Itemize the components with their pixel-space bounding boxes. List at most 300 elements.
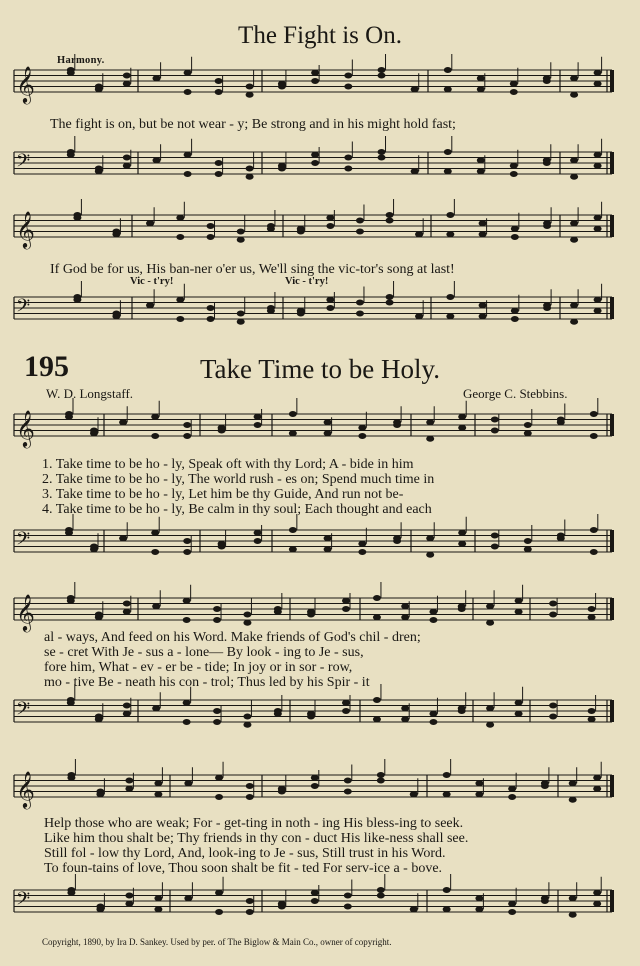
notehead [184,70,192,76]
notehead [443,772,451,778]
notehead [594,163,602,169]
notehead [594,308,602,314]
notehead [541,783,549,789]
notehead [184,895,192,901]
notehead [246,174,254,180]
notehead [324,546,332,552]
notehead [344,84,352,90]
notehead [344,904,352,910]
notehead [411,168,419,174]
notehead [377,893,385,899]
notehead [112,229,120,235]
notehead [588,614,596,620]
notehead [65,530,73,536]
notehead [213,617,221,623]
notehead [215,89,223,95]
harmony-label: Harmony. [57,55,105,66]
notehead [475,780,483,786]
notehead [246,166,254,172]
notehead [446,212,454,218]
notehead [594,152,602,158]
notehead [183,719,191,725]
notehead [67,152,75,158]
notehead [511,316,519,322]
notehead [426,535,434,541]
notehead [125,893,133,899]
notehead [590,527,598,533]
notehead [123,711,131,717]
notehead [154,906,162,912]
notehead [373,614,381,620]
notehead [515,711,523,717]
notehead [593,786,601,792]
notehead [479,220,487,226]
notehead [543,223,551,229]
notehead [311,70,319,76]
notehead [446,313,454,319]
notehead [154,780,162,786]
notehead [207,305,215,311]
notehead [373,716,381,722]
notehead [491,544,499,550]
notehead [486,603,494,609]
notehead [511,308,519,314]
notehead [324,430,332,436]
notehead [297,308,305,314]
notehead [67,70,75,76]
notehead [356,218,364,224]
notehead [125,778,133,784]
bass-clef-icon: 𝄢 [16,151,31,176]
notehead [569,797,577,803]
notehead [358,549,366,555]
hymn-number: 195 [24,350,69,383]
notehead [458,708,466,714]
notehead [569,780,577,786]
notehead [515,609,523,615]
bass-clef-icon: 𝄢 [16,529,31,554]
notehead [289,546,297,552]
notehead [307,711,315,717]
notehead [511,226,519,232]
notehead [401,614,409,620]
notehead [477,168,485,174]
notehead [444,168,452,174]
verse-1-line: 1. Take time to be ho - ly, Speak oft with thy Lord; A - bide in him [42,457,414,472]
verse-2-line: 2. Take time to be ho - ly, The world rush - es on; Spend much time in [42,472,435,487]
notehead [475,895,483,901]
notehead [415,231,423,237]
notehead [154,791,162,797]
victory-label: Vic - t'ry! [130,276,174,287]
notehead [588,716,596,722]
notehead [90,544,98,550]
notehead [215,78,223,84]
notehead [246,84,254,90]
notehead [594,297,602,303]
notehead [243,620,251,626]
notehead [243,612,251,618]
notehead [491,533,499,539]
notehead [426,552,434,558]
notehead [342,598,350,604]
notehead [401,716,409,722]
notehead [215,160,223,166]
notehead [243,722,251,728]
notehead [378,73,386,79]
notehead [207,234,215,240]
notehead [358,433,366,439]
notehead [215,794,223,800]
notehead [475,791,483,797]
notehead [289,411,297,417]
notehead [410,791,418,797]
notehead [429,617,437,623]
notehead [278,786,286,792]
notehead [73,297,81,303]
notehead [267,308,275,314]
verse-3-line: 3. Take time to be ho - ly, Let him be thy Guide, And run not be- [42,487,404,502]
notehead [153,75,161,81]
notehead [218,541,226,547]
notehead [311,78,319,84]
notehead [510,89,518,95]
notehead [311,775,319,781]
notehead [444,149,452,155]
bass-clef-icon: 𝄢 [16,296,31,321]
notehead [486,705,494,711]
notehead [524,538,532,544]
notehead [510,163,518,169]
notehead [401,603,409,609]
notehead [342,708,350,714]
notehead [508,901,516,907]
notehead [326,297,334,303]
notehead [570,92,578,98]
notehead [458,425,466,431]
notehead [443,887,451,893]
notehead [429,719,437,725]
notehead [67,598,75,604]
notehead [543,78,551,84]
notehead [96,904,104,910]
notehead [486,722,494,728]
notehead [386,218,394,224]
notehead [415,313,423,319]
notehead [237,319,245,325]
notehead [378,155,386,161]
notehead [213,708,221,714]
notehead [524,430,532,436]
notehead [386,212,394,218]
notehead [378,149,386,155]
notehead [377,778,385,784]
notehead [254,538,262,544]
notehead [426,419,434,425]
copyright-notice: Copyright, 1890, by Ira D. Sankey. Used by per. of The Biglow & Main Co., owner of copyright. [42,937,392,947]
verse-2-line: Like him thou shalt be; Thy friends in thy con - duct His like-ness shall see. [44,831,469,846]
notehead [594,81,602,87]
notehead [95,714,103,720]
notehead [344,789,352,795]
notehead [297,226,305,232]
notehead [491,428,499,434]
notehead [511,234,519,240]
notehead [588,606,596,612]
victory-label: Vic - t'ry! [285,276,329,287]
notehead [311,152,319,158]
notehead [588,708,596,714]
notehead [344,73,352,79]
notehead [184,171,192,177]
notehead [569,895,577,901]
notehead [386,294,394,300]
notehead [95,612,103,618]
notehead [183,700,191,706]
notehead [557,535,565,541]
notehead [289,430,297,436]
notehead [152,603,160,609]
notehead [90,428,98,434]
notehead [176,297,184,303]
notehead [524,422,532,428]
notehead [326,223,334,229]
notehead [486,620,494,626]
notehead [123,155,131,161]
verse-3-line: Still fol - low thy Lord, And, look-ing to Je - sus, Still trust in his Word. [44,846,446,861]
lyric-line: The fight is on, but be not wear - y; Be strong and in his might hold fast; [50,117,456,132]
notehead [96,789,104,795]
bass-clef-icon: 𝄢 [16,889,31,914]
notehead [326,215,334,221]
notehead [386,300,394,306]
notehead [246,783,254,789]
notehead [377,772,385,778]
notehead [479,231,487,237]
notehead [176,234,184,240]
notehead [358,425,366,431]
lyric-line: If God be for us, His ban-ner o'er us, We'll sing the vic-tor's song at last! [50,262,455,277]
notehead [477,86,485,92]
notehead [444,86,452,92]
notehead [237,229,245,235]
notehead [515,598,523,604]
notehead [458,541,466,547]
notehead [65,414,73,420]
treble-clef-icon: 𝄞 [16,65,35,103]
notehead [458,530,466,536]
treble-clef-icon: 𝄞 [16,770,35,808]
notehead [426,436,434,442]
notehead [593,901,601,907]
notehead [378,67,386,73]
notehead [373,697,381,703]
notehead [590,411,598,417]
bass-clef-icon: 𝄢 [16,699,31,724]
notehead [215,909,223,915]
notehead [393,538,401,544]
notehead [479,313,487,319]
notehead [569,912,577,918]
notehead [243,714,251,720]
notehead [479,302,487,308]
verse-4-line: 4. Take time to be ho - ly, Be calm in thy soul; Each thought and each [42,502,432,517]
notehead [594,226,602,232]
notehead [152,705,160,711]
treble-clef-icon: 𝄞 [16,409,35,447]
notehead [377,887,385,893]
notehead [508,794,516,800]
notehead [356,300,364,306]
notehead [254,530,262,536]
notehead [218,425,226,431]
notehead [119,419,127,425]
notehead [176,215,184,221]
notehead [344,778,352,784]
verse-2-line: se - cret With Je - sus a - lone— By look - ing to Je - sus, [44,645,364,660]
notehead [246,909,254,915]
notehead [356,311,364,317]
notehead [326,305,334,311]
verse-1-line: Help those who are weak; For - get-ting in noth - ing His bless-ing to seek. [44,816,464,831]
verse-4-line: mo - tive Be - neath his con - trol; Thus led by his Spir - it [44,675,370,690]
notehead [358,541,366,547]
verse-3-line: fore him, What - ev - er be - tide; In joy or in sor - row, [44,660,353,675]
notehead [151,549,159,555]
notehead [477,157,485,163]
notehead [215,775,223,781]
notehead [207,223,215,229]
notehead [593,890,601,896]
notehead [183,598,191,604]
verse-1-line: al - ways, And feed on his Word. Make friends of God's chil - dren; [44,630,421,645]
notehead [246,92,254,98]
notehead [151,414,159,420]
notehead [401,705,409,711]
notehead [254,414,262,420]
notehead [207,316,215,322]
notehead [123,601,131,607]
notehead [458,606,466,612]
notehead [570,157,578,163]
notehead [311,898,319,904]
notehead [67,890,75,896]
notehead [153,157,161,163]
notehead [237,311,245,317]
notehead [125,786,133,792]
notehead [549,601,557,607]
notehead [278,901,286,907]
notehead [146,220,154,226]
notehead [570,75,578,81]
notehead [373,595,381,601]
notehead [570,237,578,243]
notehead [215,171,223,177]
notehead [477,75,485,81]
notehead [73,215,81,221]
notehead [67,700,75,706]
hymn-title-holy: Take Time to be Holy. [199,354,441,384]
notehead [510,81,518,87]
notehead [543,160,551,166]
notehead [112,311,120,317]
notehead [176,316,184,322]
notehead [146,302,154,308]
notehead [593,775,601,781]
notehead [183,538,191,544]
notehead [443,906,451,912]
notehead [344,166,352,172]
notehead [342,606,350,612]
notehead [458,414,466,420]
notehead [491,417,499,423]
notehead [184,89,192,95]
notehead [289,527,297,533]
notehead [183,617,191,623]
notehead [524,546,532,552]
treble-clef-icon: 𝄞 [16,210,35,248]
notehead [429,609,437,615]
treble-clef-icon: 𝄞 [16,593,35,631]
hymn-title-fight: The Fight is On. [238,22,402,49]
notehead [510,171,518,177]
notehead [213,606,221,612]
notehead [570,319,578,325]
notehead [570,220,578,226]
notehead [324,419,332,425]
notehead [543,305,551,311]
notehead [95,166,103,172]
author: W. D. Longstaff. [46,386,134,401]
notehead [508,786,516,792]
notehead [446,294,454,300]
notehead [570,302,578,308]
notehead [344,155,352,161]
notehead [393,422,401,428]
notehead [267,226,275,232]
notehead [237,237,245,243]
composer: George C. Stebbins. [463,386,568,401]
notehead [324,535,332,541]
notehead [444,67,452,73]
notehead [411,86,419,92]
notehead [274,711,282,717]
notehead [246,898,254,904]
notehead [356,229,364,235]
notehead [515,700,523,706]
notehead [123,703,131,709]
notehead [125,901,133,907]
notehead [311,783,319,789]
notehead [570,174,578,180]
notehead [541,898,549,904]
notehead [119,535,127,541]
notehead [123,81,131,87]
notehead [184,152,192,158]
notehead [95,84,103,90]
notehead [183,433,191,439]
notehead [549,612,557,618]
notehead [410,906,418,912]
notehead [549,703,557,709]
notehead [67,775,75,781]
notehead [549,714,557,720]
notehead [274,609,282,615]
notehead [254,422,262,428]
notehead [311,890,319,896]
notehead [594,215,602,221]
notehead [183,422,191,428]
